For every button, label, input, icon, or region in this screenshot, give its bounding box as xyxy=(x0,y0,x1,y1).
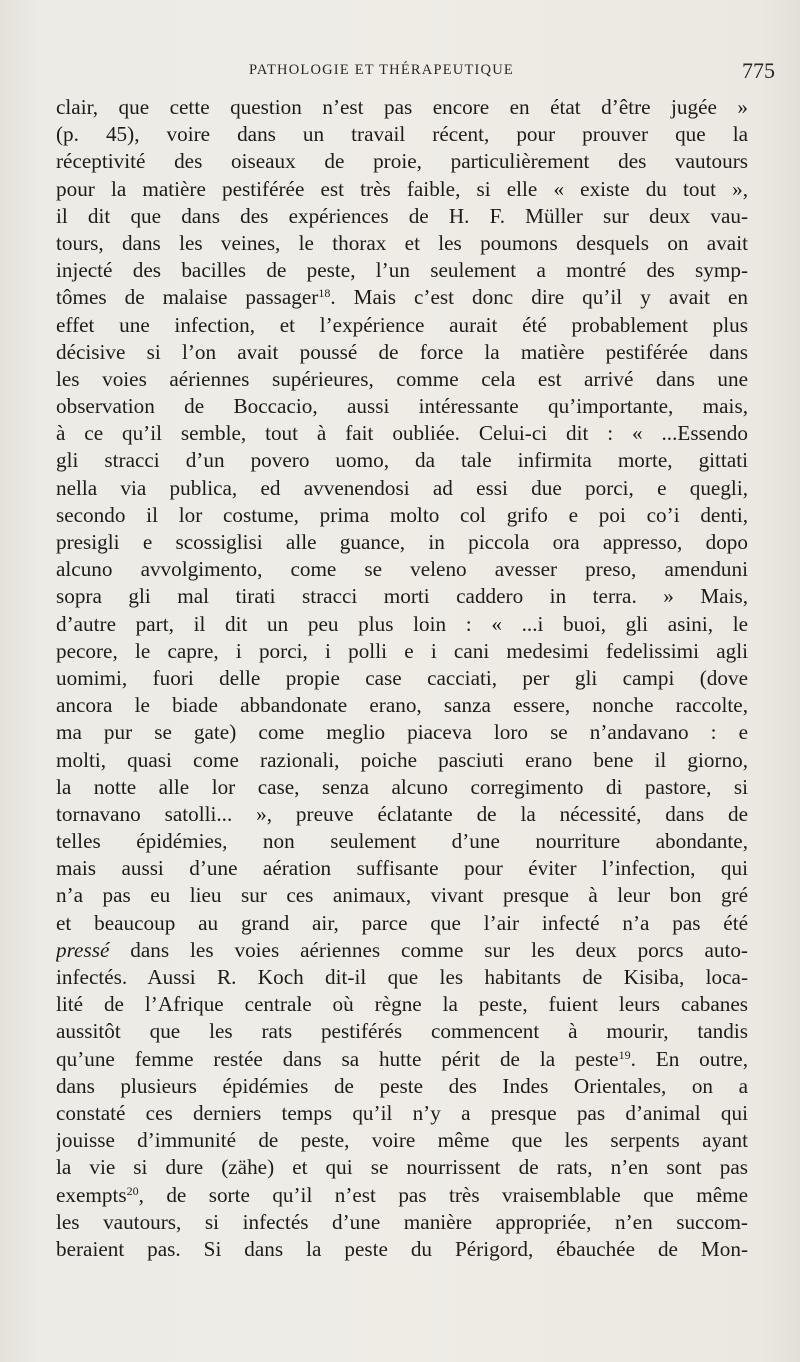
line-text: d’autre part, il dit un peu plus loin : « ...i buoi, gli asini, le xyxy=(56,611,748,636)
line-text: secondo il lor costume, prima molto col grifo e poi co’i denti, xyxy=(56,502,748,527)
line-text: à ce qu’il semble, tout à fait oubliée. Celui-ci dit : « ...Essendo xyxy=(56,421,748,446)
text-line xyxy=(56,855,748,882)
line-text: (p. 45), voire dans un travail récent, pour prouver que la xyxy=(56,122,748,147)
text-line xyxy=(56,1100,748,1127)
text-line xyxy=(56,1127,748,1154)
line-text: telles épidémies, non seulement d’une nourriture abondante, xyxy=(56,829,748,854)
line-text: ma pur se gate) come meglio piaceva loro se n’andavano : e xyxy=(56,720,748,745)
page-number: 775 xyxy=(742,58,775,83)
text-line xyxy=(56,774,748,801)
body-text xyxy=(56,94,748,1263)
line-text: la vie si dure (zähe) et qui se nourrissent de rats, n’en sont pas xyxy=(56,1155,748,1180)
text-line xyxy=(56,1046,748,1073)
line-text: . En outre, xyxy=(630,1046,748,1071)
line-text: la notte alle lor case, senza alcuno corregimento di pastore, si xyxy=(56,774,748,799)
line-text: molti, quasi come razionali, poiche pasciuti erano bene il giorno, xyxy=(56,747,748,772)
text-line xyxy=(56,719,748,746)
line-text: dans les voies aériennes comme sur les deux porcs auto- xyxy=(109,937,748,962)
text-line xyxy=(56,230,748,257)
text-line xyxy=(56,665,748,692)
footnote-marker: 19 xyxy=(618,1047,631,1062)
line-text: réceptivité des oiseaux de proie, particulièrement des vautours xyxy=(56,149,748,174)
text-line xyxy=(56,203,748,230)
text-line xyxy=(56,583,748,610)
line-text: exempts xyxy=(56,1182,127,1207)
line-text: observation de Boccacio, aussi intéressante qu’importante, mais, xyxy=(56,394,748,419)
line-text: ancora le biade abbandonate erano, sanza essere, nonche raccolte, xyxy=(56,693,748,718)
text-line xyxy=(56,638,748,665)
italic-word: pressé xyxy=(56,937,110,962)
text-line xyxy=(56,447,748,474)
text-line xyxy=(56,910,748,937)
line-text: tornavano satolli... », preuve éclatante de la nécessité, dans de xyxy=(56,801,748,826)
text-line xyxy=(56,1154,748,1181)
text-line xyxy=(56,1209,748,1236)
text-line xyxy=(56,1236,748,1263)
text-line xyxy=(56,366,748,393)
line-text: et beaucoup au grand air, parce que l’air infecté n’a pas été xyxy=(56,910,748,935)
line-text: pour la matière pestiférée est très faible, si elle « existe du tout », xyxy=(56,176,748,201)
text-line xyxy=(56,964,748,991)
text-line xyxy=(56,420,748,447)
footnote-marker: 20 xyxy=(126,1183,139,1198)
line-text: qu’une femme restée dans sa hutte périt de la peste xyxy=(56,1046,619,1071)
text-line xyxy=(56,1018,748,1045)
text-line xyxy=(56,502,748,529)
line-text: aussitôt que les rats pestiférés commencent à mourir, tandis xyxy=(56,1019,748,1044)
line-text: lité de l’Afrique centrale où règne la peste, fuient leurs cabanes xyxy=(56,992,748,1017)
line-text: uomimi, fuori delle propie case cacciati, per gli campi (dove xyxy=(56,665,748,690)
line-text: tours, dans les veines, le thorax et les poumons desquels on avait xyxy=(56,230,748,255)
line-text: jouisse d’immunité de peste, voire même que les serpents ayant xyxy=(56,1128,748,1153)
line-text: les vautours, si infectés d’une manière appropriée, n’en succom- xyxy=(56,1209,748,1234)
line-text: , de sorte qu’il n’est pas très vraisemblable que même xyxy=(138,1182,748,1207)
text-line xyxy=(56,121,748,148)
text-line xyxy=(56,937,748,964)
text-line xyxy=(56,94,748,121)
running-head: PATHOLOGIE ET THÉRAPEUTIQUE xyxy=(249,62,514,78)
text-line xyxy=(56,1182,748,1209)
text-line xyxy=(56,801,748,828)
text-line xyxy=(56,148,748,175)
line-text: tômes de malaise passager xyxy=(56,285,319,310)
line-text: . Mais c’est donc dire qu’il y avait en xyxy=(330,285,748,310)
line-text: gli stracci d’un povero uomo, da tale infirmita morte, gittati xyxy=(56,448,748,473)
line-text: n’a pas eu lieu sur ces animaux, vivant presque à leur bon gré xyxy=(56,883,748,908)
page-header xyxy=(0,60,800,90)
line-text: décisive si l’on avait poussé de force la matière pestiférée dans xyxy=(56,339,748,364)
text-line xyxy=(56,257,748,284)
line-text: pecore, le capre, i porci, i polli e i cani medesimi fedelissimi agli xyxy=(56,638,748,663)
text-line xyxy=(56,747,748,774)
line-text: injecté des bacilles de peste, l’un seulement a montré des symp- xyxy=(56,258,748,283)
text-line xyxy=(56,393,748,420)
text-line xyxy=(56,692,748,719)
text-line xyxy=(56,529,748,556)
line-text: dans plusieurs épidémies de peste des Indes Orientales, on a xyxy=(56,1073,748,1098)
text-line xyxy=(56,611,748,638)
text-line xyxy=(56,1073,748,1100)
text-line xyxy=(56,339,748,366)
line-text: nella via publica, ed avvenendosi ad essi due porci, e quegli, xyxy=(56,475,748,500)
line-text: beraient pas. Si dans la peste du Périgord, ébauchée de Mon- xyxy=(56,1236,748,1261)
text-line xyxy=(56,176,748,203)
text-line xyxy=(56,312,748,339)
line-text: il dit que dans des expériences de H. F. Müller sur deux vau- xyxy=(56,203,748,228)
text-line xyxy=(56,882,748,909)
line-text: presigli e scossiglisi alle guance, in piccola ora appresso, dopo xyxy=(56,530,748,554)
text-line xyxy=(56,556,748,583)
line-text: les voies aériennes supérieures, comme cela est arrivé dans une xyxy=(56,366,748,391)
line-text: clair, que cette question n’est pas encore en état d’être jugée » xyxy=(56,95,748,119)
line-text: alcuno avvolgimento, come se veleno avesser preso, amenduni xyxy=(56,557,748,582)
text-line xyxy=(56,284,748,311)
line-text: sopra gli mal tirati stracci morti caddero in terra. » Mais, xyxy=(56,584,748,609)
text-line xyxy=(56,828,748,855)
footnote-marker: 18 xyxy=(318,286,331,301)
text-line xyxy=(56,991,748,1018)
line-text: infectés. Aussi R. Koch dit-il que les habitants de Kisiba, loca- xyxy=(56,965,748,989)
line-text: constaté ces derniers temps qu’il n’y a presque pas d’animal qui xyxy=(56,1100,748,1125)
line-text: mais aussi d’une aération suffisante pour éviter l’infection, qui xyxy=(56,856,748,881)
line-text: effet une infection, et l’expérience aurait été probablement plus xyxy=(56,312,748,337)
text-line xyxy=(56,475,748,502)
